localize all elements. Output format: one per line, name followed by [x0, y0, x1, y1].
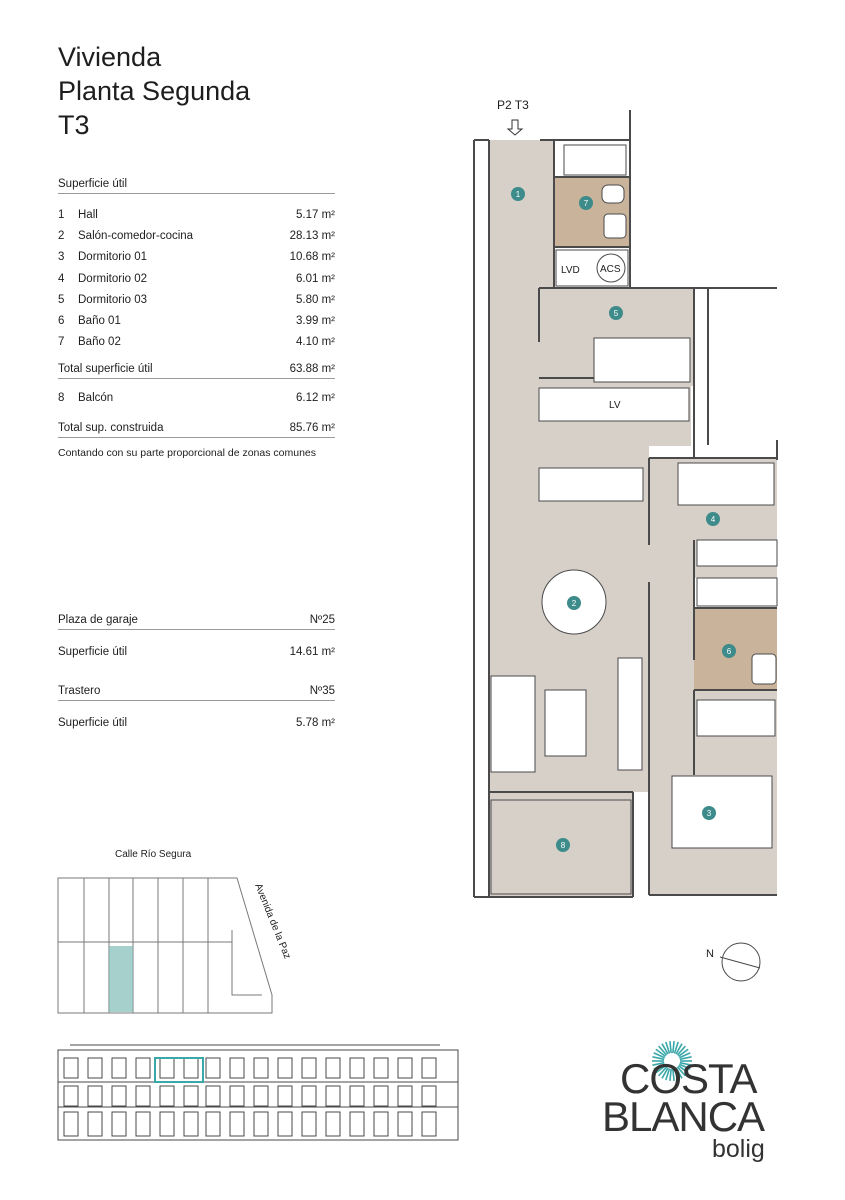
- facade-window: [278, 1112, 292, 1136]
- room-marker-label: 7: [583, 199, 589, 208]
- wardrobe-room-4: [697, 540, 777, 566]
- site-street-top: Calle Río Segura: [115, 849, 192, 860]
- logo-line-1: COSTA: [620, 1055, 757, 1102]
- room-num: 3: [58, 251, 65, 264]
- balcony-label: Balcón: [78, 391, 114, 404]
- acs-label: ACS: [600, 264, 621, 275]
- storage-surface-label: Superficie útil: [58, 717, 128, 729]
- site-street-side: Avenida de la Paz: [252, 882, 293, 961]
- facade-window: [64, 1086, 78, 1106]
- room-num: 7: [58, 336, 65, 349]
- facade-window: [136, 1112, 150, 1136]
- room-marker-label: 1: [515, 190, 521, 199]
- bed-room-5: [594, 338, 690, 382]
- facade-windows: [64, 1058, 436, 1136]
- north-label: N: [706, 948, 714, 960]
- room-value: 10.68 m²: [289, 251, 335, 264]
- built-surface-value: 85.76 m²: [289, 422, 335, 435]
- washbasin-icon: [604, 214, 626, 238]
- built-surface-note: Contando con su parte proporcional de zonas comunes: [58, 447, 316, 460]
- room-label: Hall: [78, 208, 98, 221]
- facade-window: [374, 1112, 388, 1136]
- room-num: 6: [58, 315, 65, 328]
- facade-window: [374, 1086, 388, 1106]
- sun-ray: [670, 1041, 671, 1053]
- room-label: Dormitorio 02: [78, 272, 148, 285]
- room-num: 4: [58, 272, 65, 285]
- room-label: Baño 02: [78, 336, 121, 349]
- facade-window: [254, 1112, 268, 1136]
- costa-blanca-logo: [600, 1035, 800, 1165]
- coffee-table: [545, 690, 586, 756]
- facade-window: [112, 1058, 126, 1078]
- total-surface-value: 63.88 m²: [289, 363, 335, 376]
- room-label: Salón-comedor-cocina: [78, 229, 194, 242]
- site-plan: [58, 878, 272, 1013]
- facade-window: [206, 1112, 220, 1136]
- toilet-bath-1: [752, 654, 776, 684]
- facade-window: [230, 1058, 244, 1078]
- facade-window: [254, 1058, 268, 1078]
- bed-room-4: [678, 463, 774, 505]
- tv-unit: [618, 658, 642, 770]
- kitchen-island: [539, 468, 643, 501]
- logo-line-2: BLANCA: [602, 1093, 765, 1140]
- facade-window: [422, 1058, 436, 1078]
- facade-window: [160, 1058, 174, 1078]
- facade-window: [374, 1058, 388, 1078]
- facade-window: [326, 1058, 340, 1078]
- room-label: Dormitorio 03: [78, 293, 148, 306]
- title-line-2: Planta Segunda: [58, 76, 251, 106]
- facade-window: [64, 1112, 78, 1136]
- facade-window: [254, 1086, 268, 1106]
- room-num: 2: [58, 229, 65, 242]
- facade-window: [350, 1086, 364, 1106]
- facade-window: [230, 1112, 244, 1136]
- room-marker-label: 5: [613, 309, 619, 318]
- surface-heading: Superficie útil: [58, 178, 335, 194]
- facade-window: [206, 1058, 220, 1078]
- room-num: 1: [58, 208, 65, 221]
- facade-window: [112, 1112, 126, 1136]
- facade-window: [136, 1058, 150, 1078]
- room-marker-label: 6: [726, 647, 732, 656]
- balcony-num: 8: [58, 391, 65, 404]
- facade-window: [230, 1086, 244, 1106]
- lvd-label: LVD: [561, 265, 580, 276]
- facade-window: [184, 1086, 198, 1106]
- storage-number: Nº35: [309, 685, 335, 697]
- facade-window: [398, 1086, 412, 1106]
- facade-window: [136, 1086, 150, 1106]
- toilet-icon: [602, 185, 624, 203]
- north-arrow-icon: [722, 943, 760, 981]
- sofa: [491, 676, 535, 772]
- built-surface-label: Total sup. construida: [58, 422, 164, 435]
- entry-label: P2 T3: [497, 98, 529, 112]
- facade-window: [302, 1112, 316, 1136]
- facade-window: [326, 1112, 340, 1136]
- facade-window: [278, 1086, 292, 1106]
- facade-window: [184, 1112, 198, 1136]
- facade-window: [350, 1058, 364, 1078]
- balcony-value: 6.12 m²: [296, 391, 335, 404]
- title-line-1: Vivienda: [58, 42, 162, 72]
- garage-number: Nº25: [309, 614, 335, 626]
- room-value: 5.17 m²: [296, 208, 335, 221]
- garage-label: Plaza de garaje: [58, 614, 138, 626]
- room-value: 3.99 m²: [296, 315, 335, 328]
- facade-window: [64, 1058, 78, 1078]
- room-marker-label: 3: [706, 809, 712, 818]
- entry-arrow-icon: [508, 120, 522, 135]
- room-value: 28.13 m²: [289, 229, 335, 242]
- bathtub: [697, 578, 777, 606]
- facade-window: [326, 1086, 340, 1106]
- wardrobe-room-3: [697, 700, 775, 736]
- facade-window: [160, 1112, 174, 1136]
- facade-window: [422, 1112, 436, 1136]
- total-surface-label: Total superficie útil: [58, 363, 153, 376]
- room-value: 6.01 m²: [296, 272, 335, 285]
- garage-surface-value: 14.61 m²: [289, 646, 335, 658]
- facade-window: [398, 1058, 412, 1078]
- garage-surface-label: Superficie útil: [58, 646, 128, 658]
- title-line-3: T3: [58, 110, 90, 140]
- facade-window: [160, 1086, 174, 1106]
- logo-line-3: bolig: [712, 1135, 765, 1163]
- facade-window: [302, 1086, 316, 1106]
- bed-room-3: [672, 776, 772, 848]
- facade-window: [278, 1058, 292, 1078]
- room-marker-label: 8: [560, 841, 566, 850]
- site-highlight: [109, 946, 133, 1012]
- facade-window: [112, 1086, 126, 1106]
- facade-window: [398, 1112, 412, 1136]
- facade-window: [88, 1058, 102, 1078]
- facade-window: [88, 1086, 102, 1106]
- facade-window: [184, 1058, 198, 1078]
- facade-window: [302, 1058, 316, 1078]
- lv-label: LV: [609, 400, 621, 411]
- facade-window: [88, 1112, 102, 1136]
- room-label: Dormitorio 01: [78, 251, 148, 264]
- storage-label: Trastero: [58, 685, 101, 697]
- facade-window: [422, 1086, 436, 1106]
- room-value: 4.10 m²: [296, 336, 335, 349]
- facade-window: [206, 1086, 220, 1106]
- room-marker-label: 4: [710, 515, 716, 524]
- room-marker-label: 2: [571, 599, 577, 608]
- room-num: 5: [58, 293, 65, 306]
- room-label: Baño 01: [78, 315, 121, 328]
- room-value: 5.80 m²: [296, 293, 335, 306]
- facade-window: [350, 1112, 364, 1136]
- sun-ray: [673, 1041, 674, 1053]
- storage-surface-value: 5.78 m²: [296, 717, 335, 729]
- shower-tray: [564, 145, 626, 175]
